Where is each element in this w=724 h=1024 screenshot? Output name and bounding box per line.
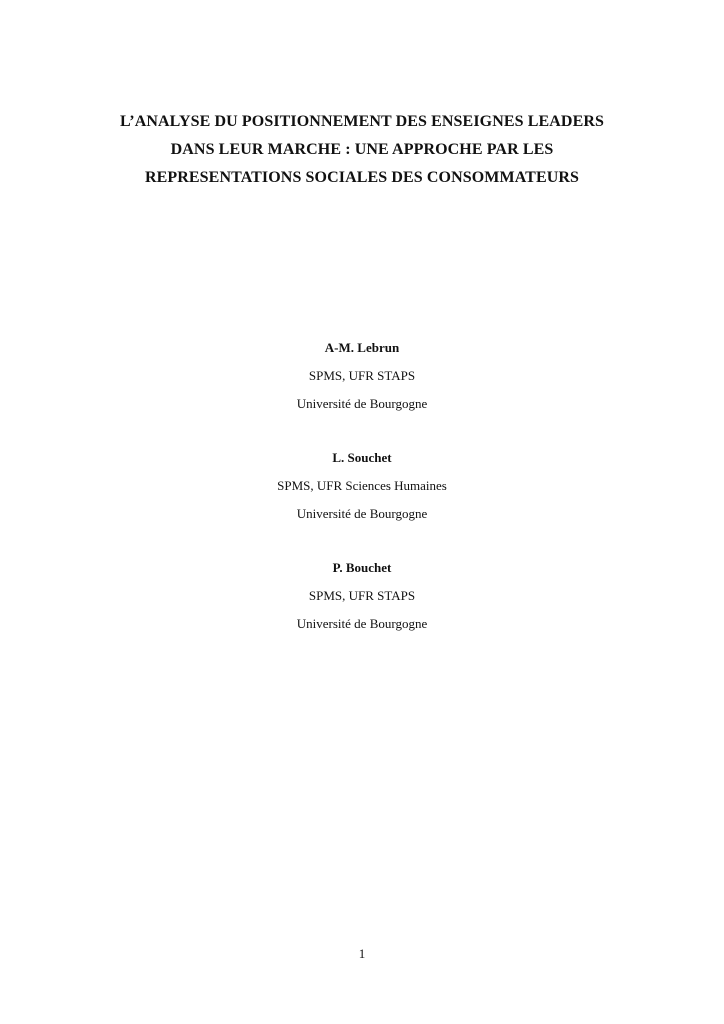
author-institution: Université de Bourgogne [296, 506, 428, 521]
author-affiliation: SPMS, UFR Sciences Humaines [277, 478, 447, 493]
page-number: 1 [358, 946, 366, 961]
author-block [40, 444, 684, 528]
author-institution: Université de Bourgogne [296, 616, 428, 631]
author-name: A-M. Lebrun [324, 340, 400, 355]
author-name: P. Bouchet [332, 560, 392, 575]
author-affiliation: SPMS, UFR STAPS [308, 588, 416, 603]
paper-title [40, 108, 684, 192]
author-block [40, 554, 684, 638]
title-line: REPRESENTATIONS SOCIALES DES CONSOMMATEURS [144, 169, 580, 186]
title-line: DANS LEUR MARCHE : UNE APPROCHE PAR LES [170, 141, 554, 158]
author-list [40, 334, 684, 664]
author-affiliation: SPMS, UFR STAPS [308, 368, 416, 383]
author-name: L. Souchet [332, 450, 392, 465]
title-line: L’ANALYSE DU POSITIONNEMENT DES ENSEIGNES LEADERS [119, 113, 604, 130]
author-institution: Université de Bourgogne [296, 396, 428, 411]
author-block [40, 334, 684, 418]
